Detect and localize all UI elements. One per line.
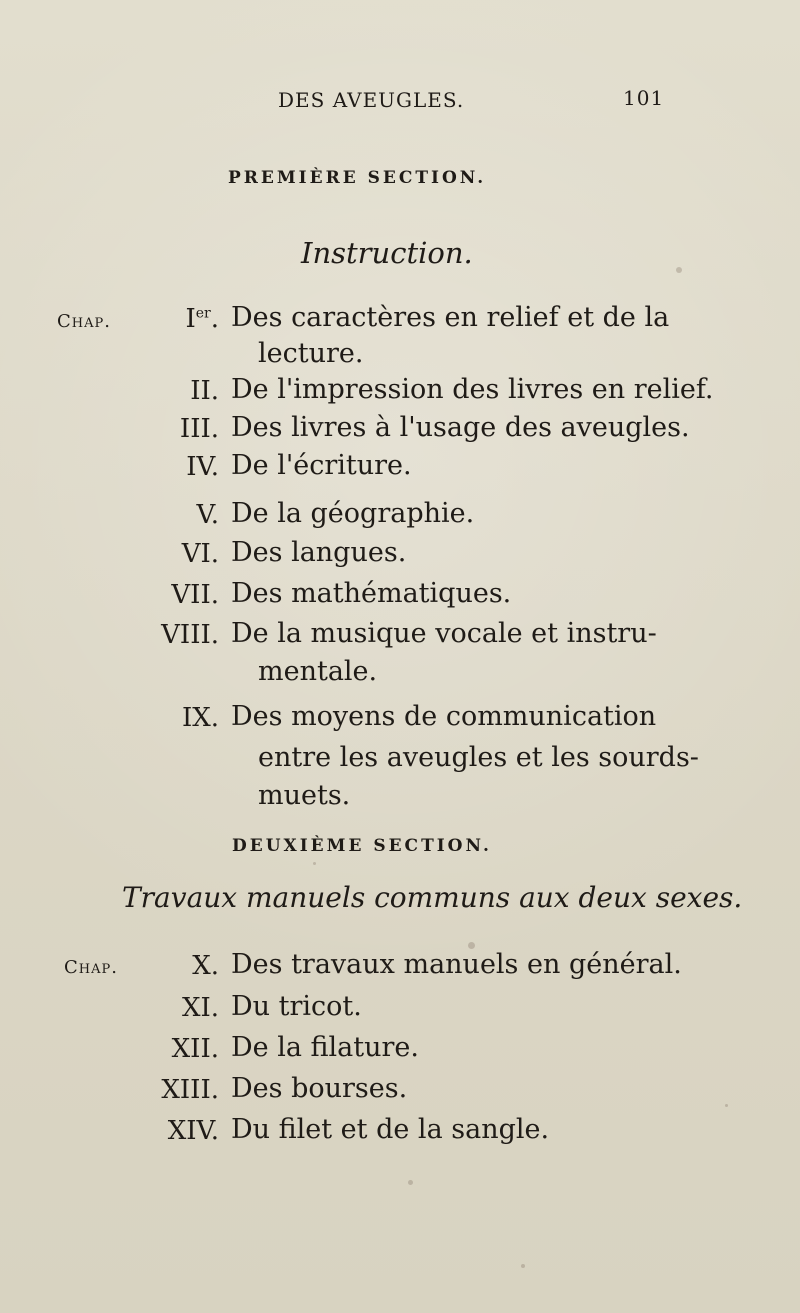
section-one-subtitle: Instruction. (301, 236, 473, 270)
chapter-title-line: Du tricot. (231, 991, 362, 1022)
chapter-title-line: Des bourses. (231, 1073, 408, 1104)
chapter-title-line: Du filet et de la sangle. (231, 1114, 550, 1145)
chapter-title-line: Des moyens de communication (231, 701, 657, 732)
paper-speck (725, 1104, 728, 1107)
chapter-title-continuation: muets. (258, 780, 351, 811)
chapter-numeral: V. (196, 500, 219, 530)
chapter-numeral (124, 304, 219, 334)
chapter-numeral: XI. (181, 993, 219, 1023)
paper-speck (676, 267, 682, 273)
chapter-numeral: II. (190, 376, 219, 406)
paper-speck (521, 1264, 525, 1268)
paper-speck (313, 862, 316, 865)
chapter-title-line: De l'écriture. (231, 450, 412, 481)
section-two-subtitle: Travaux manuels communs aux deux sexes. (122, 881, 743, 914)
chapter-title-line: Des langues. (231, 537, 407, 568)
chapter-numeral: XII. (171, 1034, 219, 1064)
chapter-title-line: De la filature. (231, 1032, 419, 1063)
chapter-title-continuation: entre les aveugles et les sourds- (258, 742, 699, 773)
chapter-numeral: IV. (186, 452, 219, 482)
running-title: DES AVEUGLES. (278, 88, 465, 112)
chapter-label: Chap. (57, 311, 111, 332)
chapter-numeral: VIII. (161, 620, 219, 650)
chapter-title-line: Des caractères en relief et de la (231, 302, 670, 333)
chapter-title-continuation: mentale. (258, 656, 378, 687)
chapter-numeral-superscript: er (195, 305, 211, 322)
chapter-numeral: VII. (171, 580, 219, 610)
section-two-title: DEUXIÈME SECTION. (232, 836, 492, 856)
page-number: 101 (623, 86, 665, 110)
chapter-title-line: De la géographie. (231, 498, 475, 529)
section-one-title: PREMIÈRE SECTION. (228, 168, 487, 188)
chapter-numeral: X. (192, 951, 219, 981)
chapter-title-line: Des travaux manuels en général. (231, 949, 682, 980)
chapter-numeral-suffix: . (210, 304, 219, 334)
paper-speck (408, 1180, 413, 1185)
chapter-label: Chap. (64, 957, 118, 978)
chapter-title-line: Des livres à l'usage des aveugles. (231, 412, 690, 443)
chapter-numeral-main: I (185, 304, 196, 334)
chapter-title-line: De la musique vocale et instru- (231, 618, 657, 649)
chapter-numeral: VI. (181, 539, 219, 569)
chapter-title-continuation: lecture. (258, 338, 364, 369)
chapter-numeral: XIV. (167, 1116, 219, 1146)
chapter-numeral: XIII. (161, 1075, 219, 1105)
chapter-numeral: IX. (181, 703, 219, 733)
paper-speck (468, 942, 475, 949)
chapter-title-line: Des mathématiques. (231, 578, 512, 609)
chapter-numeral: III. (179, 414, 219, 444)
chapter-title-line: De l'impression des livres en relief. (231, 374, 714, 405)
